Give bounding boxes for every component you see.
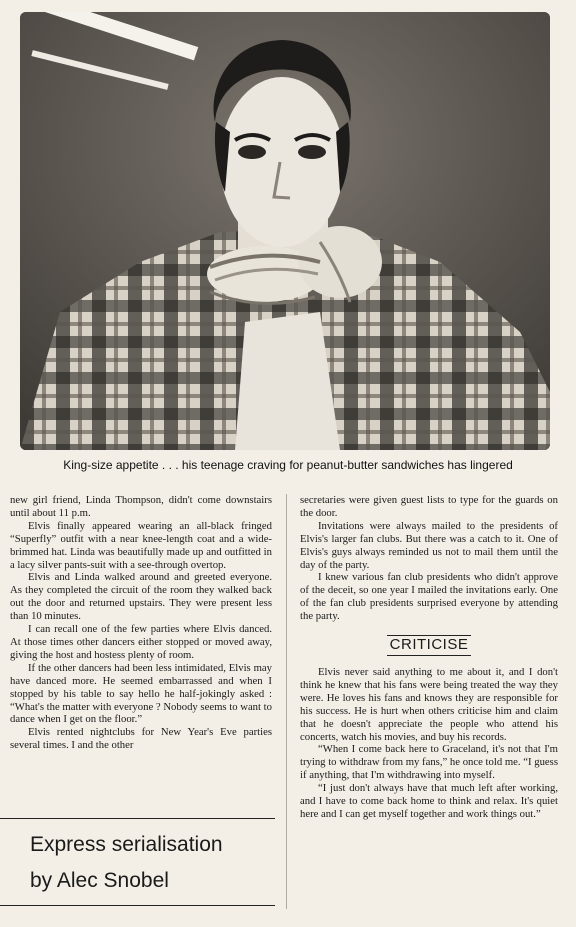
paragraph: new girl friend, Linda Thompson, didn't come downstairs until about 11 p.m. xyxy=(10,494,272,519)
paragraph: Elvis and Linda walked around and greeted everyone. As they completed the circuit of the room they walked back out the door and returned upstairs. They were present less than 10 minutes. xyxy=(10,571,272,623)
paragraph: Invitations were always mailed to the presidents of Elvis's larger fan clubs. But there was a catch to it. One of Elvis's guys always reminded us not to mail them until the day of the party. xyxy=(300,519,558,571)
paragraph: I knew various fan club presidents who didn't approve of the deceit, so one year I mailed the invitations early. One of the fan club presidents surprised everyone by attending the party. xyxy=(300,571,558,623)
photo-caption: King-size appetite . . . his teenage craving for peanut-butter sandwiches has lingered xyxy=(63,458,513,472)
section-subhead: CRITICISE xyxy=(387,635,471,656)
paragraph: Elvis finally appeared wearing an all-black fringed “Superfly” outfit with a near knee-length coat and a wide-brimmed hat. Linda was beautifully made up and outfitted in a lacy silver pants-suit with a see-through overtop. xyxy=(10,519,272,571)
paragraph: Elvis rented nightclubs for New Year's Eve parties several times. I and the other xyxy=(10,726,272,752)
article-photo xyxy=(20,12,550,450)
author-byline: by Alec Snobel xyxy=(30,869,169,892)
column-divider xyxy=(286,494,287,909)
paragraph: secretaries were given guest lists to type for the guards on the door. xyxy=(300,494,558,519)
paragraph: “I just don't always have that much left after working, and I have to come back home to think and relax. It's quiet here and I can get myself together and work things out.” xyxy=(300,782,558,820)
paragraph: I can recall one of the few parties where Elvis danced. At those times other dancers either stopped or moved away, giving the host and hostess plenty of room. xyxy=(10,623,272,661)
serialisation-title: Express serialisation xyxy=(30,833,223,856)
paragraph: Elvis never said anything to me about it, and I don't think he knew that his fans were being treated the way they were. He loves his fans and knows they are responsible for his success. He is hurt when others criticise him and claim that he doesn't appreciate the people who attend his concerts, watch his movies, and buy his records. xyxy=(300,665,558,743)
serialisation-credit-box xyxy=(0,818,275,906)
paragraph: If the other dancers had been less intimidated, Elvis may have danced more. He seemed embarrassed and when I stopped by his table to say hello he half-jokingly asked : “What's the matter with everyone ? Nobody seems to want to dance when I get on the floor.” xyxy=(10,661,272,726)
paragraph: “When I come back here to Graceland, it's not that I'm trying to withdraw from my fans,” he once told me. “I guess if anything, that I'm withdrawing into myself. xyxy=(300,743,558,782)
article-column-left xyxy=(10,494,272,752)
photo-illustration xyxy=(20,12,550,450)
article-column-right xyxy=(300,494,558,821)
